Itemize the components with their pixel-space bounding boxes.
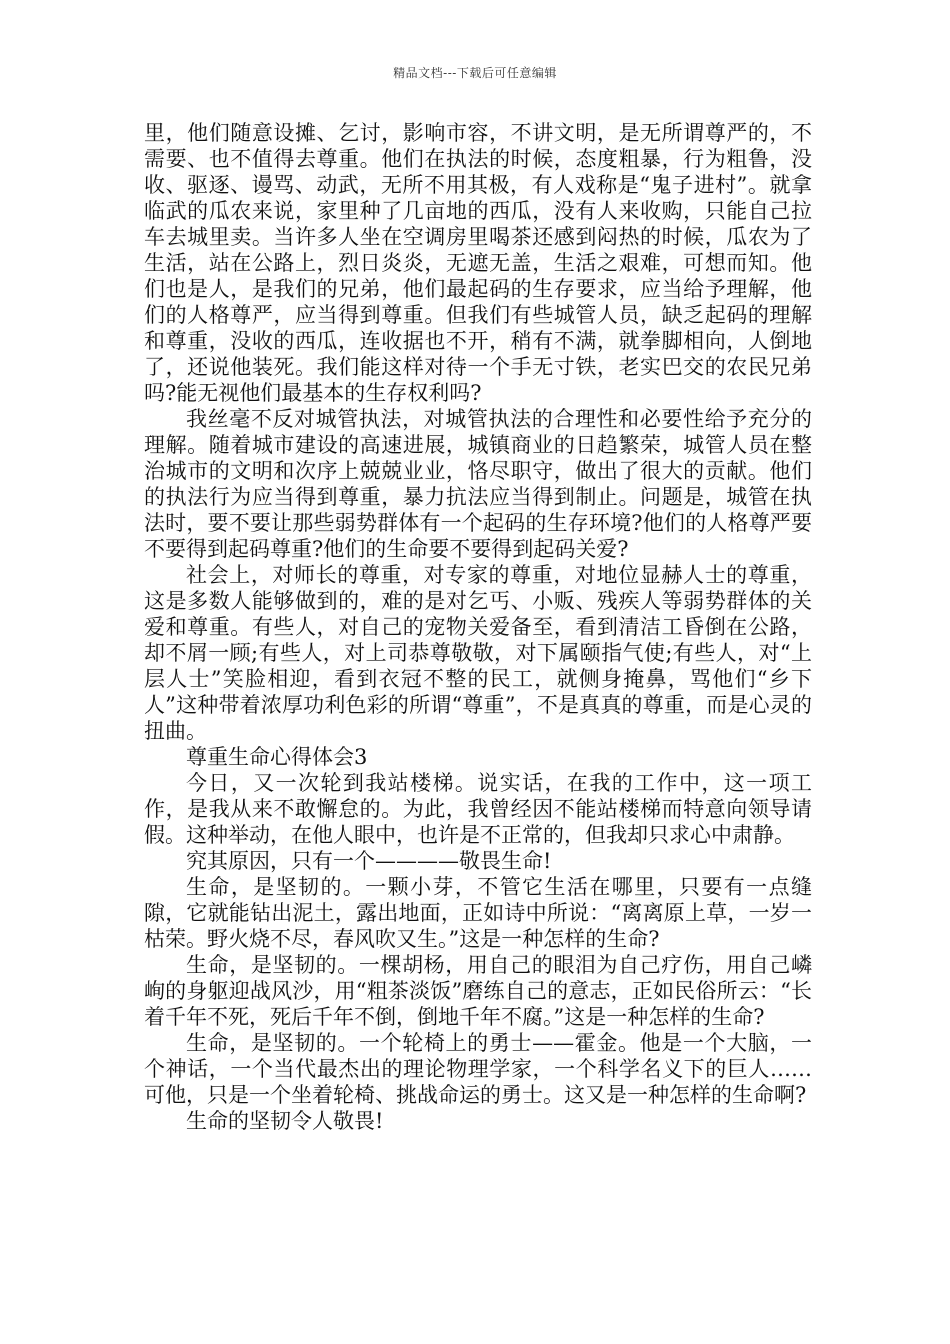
paragraph-4: 今日，又一次轮到我站楼梯。说实话，在我的工作中，这一项工作，是我从来不敢懈怠的。为此，我曾经因不能站楼梯而特意向领导请假。这种举动，在他人眼中，也许是不正常的，但我却只求心中肃静。 xyxy=(144,771,812,847)
paragraph-7: 生命，是坚韧的。一棵胡杨，用自己的眼泪为自己疗伤，用自己嶙峋的身躯迎战风沙，用“粗茶淡饭”磨练自己的意志，正如民俗所云：“长着千年不死，死后千年不倒，倒地千年不腐。”这是一种怎样的生命? xyxy=(144,953,812,1029)
paragraph-9: 生命的坚韧令人敬畏! xyxy=(186,1109,384,1133)
document-body xyxy=(144,120,812,1134)
paragraph-3: 社会上，对师长的尊重，对专家的尊重，对地位显赫人士的尊重，这是多数人能够做到的，难的是对乞丐、小贩、残疾人等弱势群体的关爱和尊重。有些人，对自己的宠物关爱备至，看到清洁工昏倒在公路，却不屑一顾;有些人，对上司恭尊敬敬，对下属颐指气使;有些人，对“上层人士”笑脸相迎，看到衣冠不整的民工，就侧身掩鼻，骂他们“乡下人”这种带着浓厚功利色彩的所谓“尊重”，不是真真的尊重，而是心灵的扭曲。 xyxy=(144,563,812,743)
paragraph-1: 里，他们随意设摊、乞讨，影响市容，不讲文明，是无所谓尊严的，不需要、也不值得去尊重。他们在执法的时候，态度粗暴，行为粗鲁，没收、驱逐、谩骂、动武，无所不用其极，有人戏称是“鬼子进村”。就拿临武的瓜农来说，家里种了几亩地的西瓜，没有人来收购，只能自己拉车去城里卖。当许多人坐在空调房里喝茶还感到闷热的时候，瓜农为了生活，站在公路上，烈日炎炎，无遮无盖，生活之艰难，可想而知。他们也是人，是我们的兄弟，他们最起码的生存要求，应当给予理解，他们的人格尊严，应当得到尊重。但我们有些城管人员，缺乏起码的理解和尊重，没收的西瓜，连收据也不开，稍有不满，就拳脚相向，人倒地了，还说他装死。我们能这样对待一个手无寸铁，老实巴交的农民兄弟吗?能无视他们最基本的生存权利吗? xyxy=(144,121,812,405)
header-note: 精品文档---下载后可任意编辑 xyxy=(393,66,557,80)
section-heading: 尊重生命心得体会3 xyxy=(186,745,368,769)
paragraph-8: 生命，是坚韧的。一个轮椅上的勇士——霍金。他是一个大脑，一个神话，一个当代最杰出的理论物理学家，一个科学名义下的巨人……可他，只是一个坐着轮椅、挑战命运的勇士。这又是一种怎样的生命啊? xyxy=(144,1031,812,1107)
paragraph-6: 生命，是坚韧的。一颗小芽，不管它生活在哪里，只要有一点缝隙，它就能钻出泥土，露出地面，正如诗中所说：“离离原上草，一岁一枯荣。野火烧不尽，春风吹又生。”这是一种怎样的生命? xyxy=(144,875,812,951)
paragraph-2: 我丝毫不反对城管执法，对城管执法的合理性和必要性给予充分的理解。随着城市建设的高速进展，城镇商业的日趋繁荣，城管人员在整治城市的文明和次序上兢兢业业，恪尽职守，做出了很大的贡献。他们的执法行为应当得到尊重，暴力抗法应当得到制止。问题是，城管在执法时，要不要让那些弱势群体有一个起码的生存环境?他们的人格尊严要不要得到起码尊重?他们的生命要不要得到起码关爱? xyxy=(144,407,812,561)
paragraph-5: 究其原因，只有一个————敬畏生命! xyxy=(186,849,552,873)
